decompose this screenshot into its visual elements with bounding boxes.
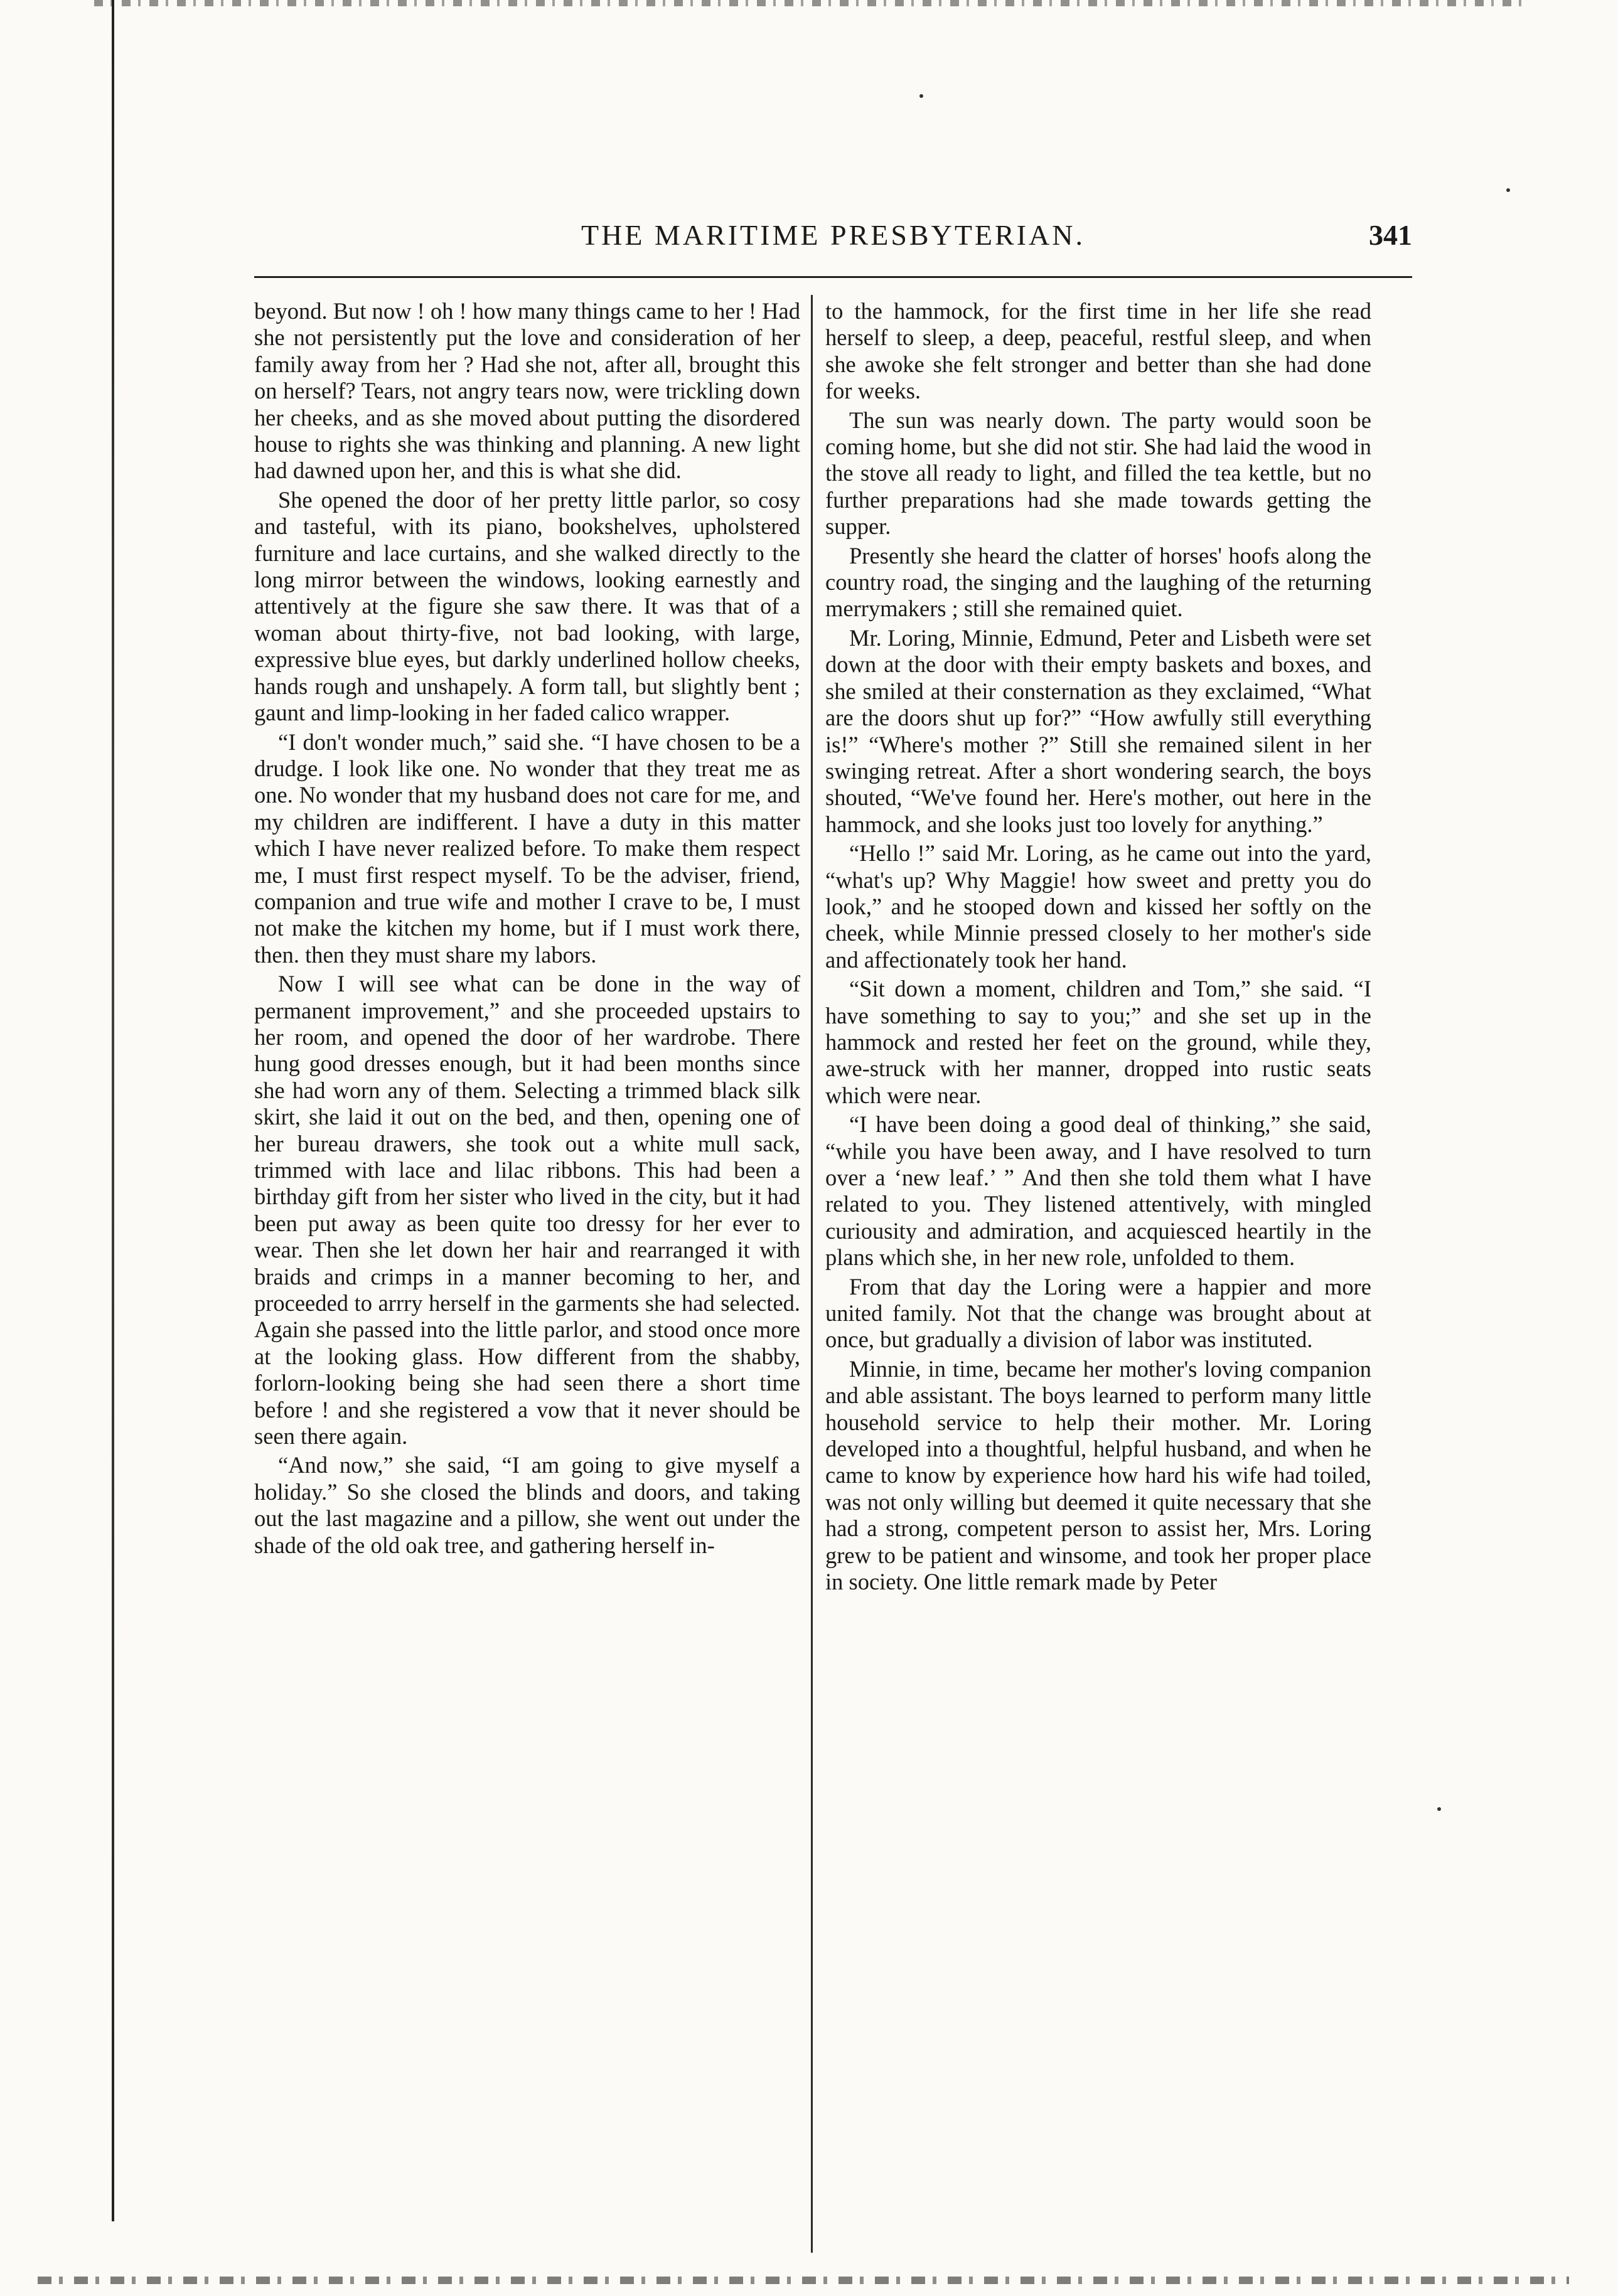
- paragraph: Now I will see what can be done in the way of permanent improvement,” and she proceeded upstairs to her room, and opened the door of her wardrobe. There hung good dresses enough, but it had been months since she had worn any of them. Selecting a trimmed black silk skirt, she laid it out on the bed, and then, opening one of her bureau drawers, she took out a white mull sack, trimmed with lace and lilac ribbons. This had been a birthday gift from her sister who lived in the city, but it had been put away as been quite too dressy for her ever to wear. Then she let down her hair and rearranged it with braids and crimps in a manner becoming to her, and proceeded to arrry herself in the garments she had selected. Again she passed into the little parlor, and stood once more at the looking glass. How different from the shabby, forlorn-looking being she had seen there a short time before ! and she registered a vow that it never should be seen there again.: [254, 971, 800, 1450]
- running-title: THE MARITIME PRESBYTERIAN.: [581, 219, 1085, 251]
- paragraph: She opened the door of her pretty little parlor, so cosy and tasteful, with its piano, bookshelves, upholstered furniture and lace curtains, and she walked directly to the long mirror between the windows, looking earnestly and attentively at the figure she saw there. It was that of a woman about thirty-five, not bad looking, with large, expressive blue eyes, but darkly underlined hollow cheeks, hands rough and unshapely. A form tall, but slightly bent ; gaunt and limp-looking in her faded calico wrapper.: [254, 486, 800, 726]
- paragraph: to the hammock, for the first time in her life she read herself to sleep, a deep, peaceful, restful sleep, and when she awoke she felt stronger and better than she had done for weeks.: [825, 298, 1371, 404]
- binding-edge: [112, 0, 114, 2221]
- column-divider: [811, 295, 813, 2253]
- header-rule: [254, 276, 1412, 278]
- paragraph: Minnie, in time, became her mother's loving companion and able assistant. The boys learned to perform many little household service to help their mother. Mr. Loring developed into a thoughtful, helpful husband, and when he came to know by experience how hard his wife had toiled, was not only willing but deemed it quite necessary that she had a strong, competent person to assist her, Mrs. Loring grew to be patient and winsome, and took her proper place in society. One little remark made by Peter: [825, 1355, 1371, 1595]
- paragraph: beyond. But now ! oh ! how many things came to her ! Had she not persistently put the love and consideration of her family away from her ? Had she not, after all, brought this on herself? Tears, not angry tears now, were trickling down her cheeks, and as she moved about putting the disordered house to rights she was thinking and planning. A new light had dawned upon her, and this is what she did.: [254, 298, 800, 484]
- page-bottom-edge: [38, 2277, 1569, 2284]
- page-header: [254, 218, 1412, 272]
- left-column: [254, 298, 800, 2256]
- paragraph: Presently she heard the clatter of horses' hoofs along the country road, the singing and the laughing of the returning merrymakers ; still she remained quiet.: [825, 542, 1371, 622]
- paragraph: “I have been doing a good deal of thinking,” she said, “while you have been away, and I have resolved to turn over a ‘new leaf.’ ” And then she told them what I have related to you. They listened attentively, with mingled curiousity and admiration, and acquiesced heartily in the plans which she, in her new role, unfolded to them.: [825, 1111, 1371, 1271]
- paragraph: “Hello !” said Mr. Loring, as he came out into the yard, “what's up? Why Maggie! how sweet and pretty you do look,” and he stooped down and kissed her softly on the cheek, while Minnie pressed closely to her mother's side and affectionately took her hand.: [825, 840, 1371, 973]
- paragraph: Mr. Loring, Minnie, Edmund, Peter and Lisbeth were set down at the door with their empty baskets and boxes, and she smiled at their consternation as they exclaimed, “What are the doors shut up for?” “How awfully still everything is!” “Where's mother ?” Still she remained silent in her swinging retreat. After a short wondering search, the boys shouted, “We've found her. Here's mother, out here in the hammock, and she looks just too lovely for anything.”: [825, 624, 1371, 837]
- ink-speck: [1437, 1807, 1441, 1811]
- paragraph: “Sit down a moment, children and Tom,” she said. “I have something to say to you;” and she set up in the hammock and rested her feet on the ground, while they, awe-struck with her manner, dropped into rustic seats which were near.: [825, 976, 1371, 1108]
- paragraph: “And now,” she said, “I am going to give myself a holiday.” So she closed the blinds and doors, and taking out the last magazine and a pillow, she went out under the shade of the old oak tree, and gathering herself in-: [254, 1452, 800, 1558]
- paragraph: The sun was nearly down. The party would soon be coming home, but she did not stir. She had laid the wood in the stove all ready to light, and filled the tea kettle, but no further preparations had she made towards getting the supper.: [825, 407, 1371, 540]
- ink-speck: [1506, 188, 1510, 192]
- page-top-edge: [94, 0, 1525, 6]
- paragraph: From that day the Loring were a happier and more united family. Not that the change was brought about at once, but gradually a division of labor was instituted.: [825, 1273, 1371, 1353]
- paragraph: “I don't wonder much,” said she. “I have chosen to be a drudge. I look like one. No wonder that they treat me as one. No wonder that my husband does not care for me, and my children are indifferent. I have a duty in this matter which I have never realized before. To make them respect me, I must first respect myself. To be the adviser, friend, companion and true wife and mother I crave to be, I must not make the kitchen my home, but if I must work there, then. then they must share my labors.: [254, 729, 800, 968]
- page-number: 341: [1369, 219, 1412, 251]
- right-column: [825, 298, 1371, 2256]
- ink-speck: [919, 94, 923, 98]
